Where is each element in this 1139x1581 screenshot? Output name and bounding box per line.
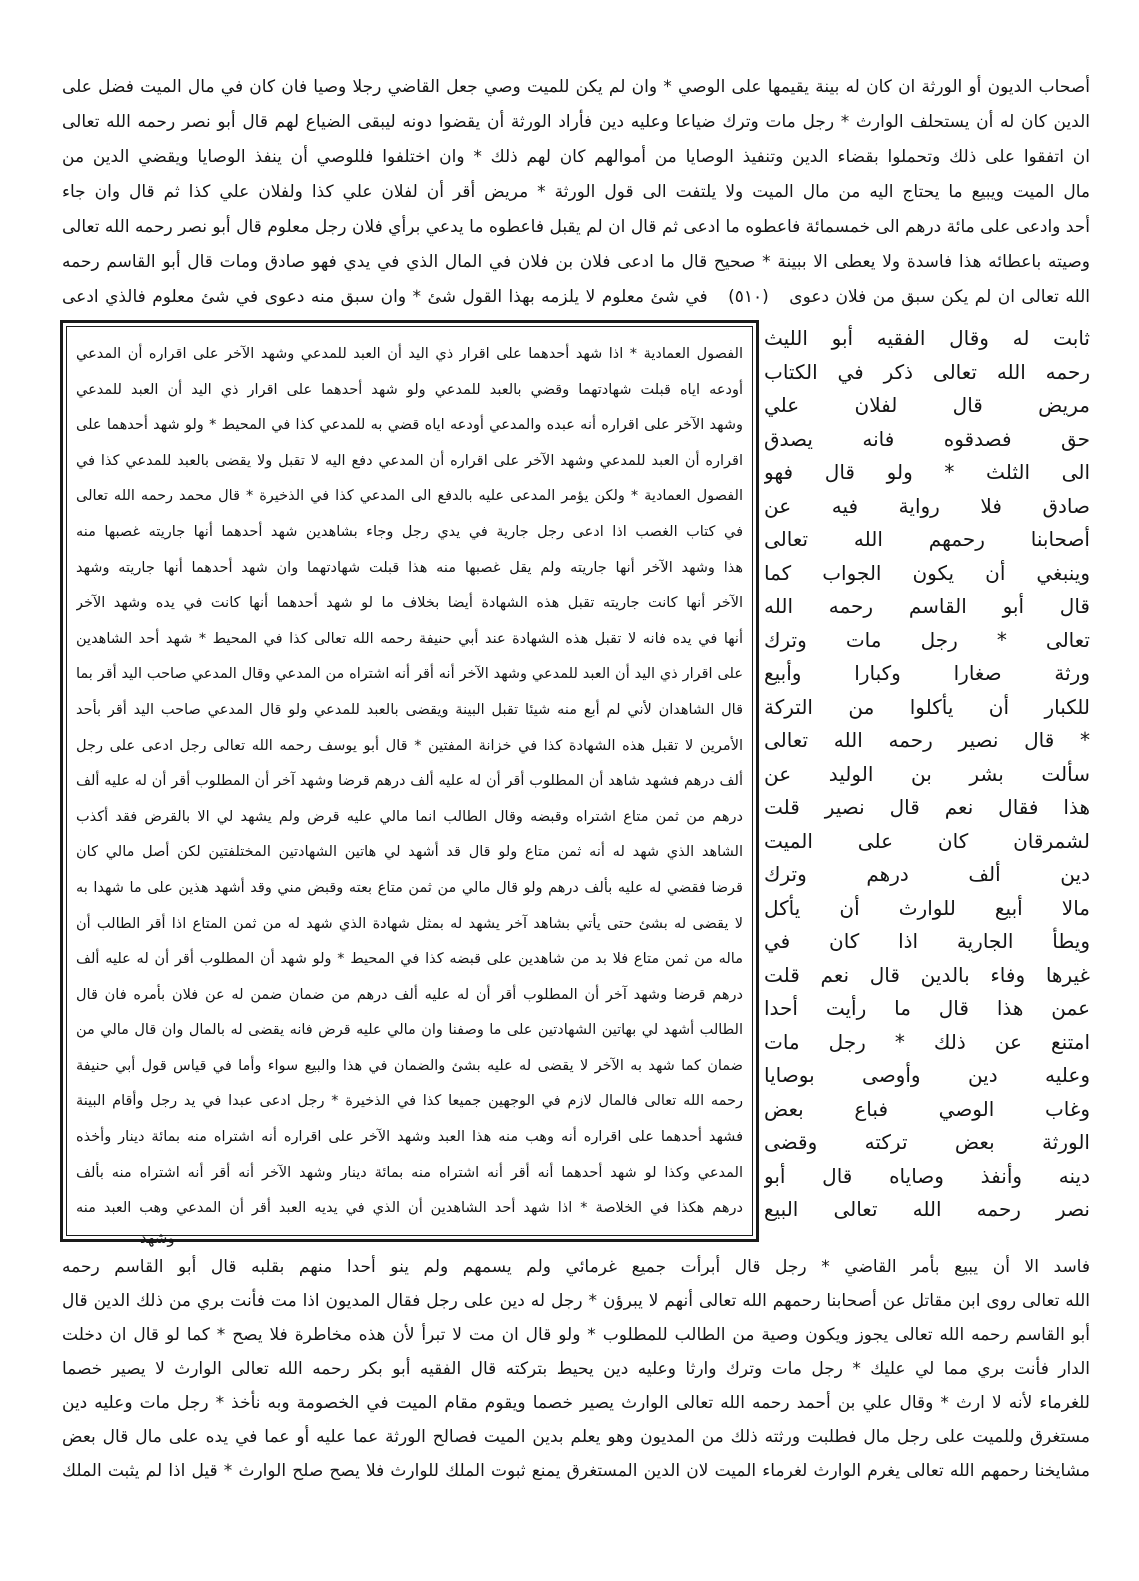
side-column-line: ويطأ الجارية اذا كان في xyxy=(764,929,1090,953)
side-column-line: دينه وأنفذ وصاياه قال أبو xyxy=(764,1163,1090,1188)
box-text-line: رحمه الله تعالى فالمال لازم في الوجهين جميعا كذا في الذخيرة * رجل ادعى عبدا في يد رجل وأقام البينة xyxy=(76,1093,743,1110)
commentary-box xyxy=(60,320,759,1242)
side-column-line: ورثة صغارا وكبارا وأبيع xyxy=(764,661,1090,685)
box-text-line: الشاهد الذي شهد له أنه ثمن متاع ولو قال قد أشهد لي هاتين الشهادتين المختلفتين لكن أصل مالي كان xyxy=(76,844,743,861)
main-text-line: وصيته باعطائه هذا فاسدة ولا يعطى الا ببينة * صحيح قال ما ادعى فلان بن فلان في المال الذي في يدي فهو صادق ومات قال أبو القاسم رحمه xyxy=(62,252,1090,272)
main-text-line: فاسد الا أن يبيع بأمر القاضي * رجل قال أبرأت جميع غرمائي ولم يسمهم ولم ينو أحدا منهم بقلبه قال أبو القاسم رحمه xyxy=(62,1257,1090,1277)
text-segment: في شئ معلوم لا يلزمه بهذا القول شئ * وان سبق منه دعوى في شئ معلوم فالذي ادعى xyxy=(62,287,708,307)
main-text-top-lines xyxy=(62,70,1090,280)
side-column-line: الورثة بعض تركته وقضى xyxy=(764,1130,1090,1154)
main-text-line: أصحاب الديون أو الورثة ان كان له بينة يقيمها على الوصي * وان لم يكن للميت وصي جعل القاضي رجلا وصيا فان كان في مال الميت فضل على xyxy=(62,77,1090,97)
box-text-line: الفصول العمادية * ولكن يؤمر المدعى عليه بالدفع الى المدعي كذا في الذخيرة * قال محمد رحمه الله تعالى xyxy=(76,488,743,505)
side-column-line: صادق فلا رواية فيه عن xyxy=(764,493,1090,518)
box-text-line: أنها في يده فانه لا تقبل هذه الشهادة عند أبي حنيفة رحمه الله تعالى كذا في المحيط * شهد أحد الشاهدين xyxy=(76,630,743,647)
box-text-line: الأمرين لا تقبل هذه الشهادة كذا في خزانة المفتين * قال أبو يوسف رحمه الله تعالى رجل ادعى على رجل xyxy=(76,737,743,754)
side-column-line: سألت بشر بن الوليد عن xyxy=(764,761,1090,786)
main-text-line: مشايخنا رحمهم الله تعالى يغرم الوارث لغرماء الميت لان الدين المستغرق يمنع ثبوت الملك للوارث فلا يصح صلح الوارث * قيل اذا لم يثبت الملك xyxy=(62,1461,1090,1481)
side-column-line: وعليه دين وأوصى بوصايا xyxy=(764,1063,1090,1087)
side-column-line: امتنع عن ذلك * رجل مات xyxy=(764,1029,1090,1054)
side-column-line: رحمه الله تعالى ذكر في الكتاب xyxy=(764,359,1090,384)
side-column-line: ثابت له وقال الفقيه أبو الليث xyxy=(764,326,1090,350)
box-text-line: قال الشاهدان لأني لم أبع منه شيئا تقبل البينة ويقضى بالعبد للمدعي ولو قال المدعي صاحب اليد أقر بأحد xyxy=(76,701,743,718)
side-column-line: وينبغي أن يكون الجواب كما xyxy=(764,560,1090,585)
box-text-line: درهم قرضا وشهد آخر أن المطلوب أقر أن له عليه ألف درهم من ضمان ضمن له عن فلان بأمره فان قال xyxy=(76,986,743,1003)
main-text-line: الدار فأنت بري مما لي عليك * رجل مات وترك وارثا وعليه دين يحيط بتركته قال الفقيه أبو بكر رحمه الله تعالى الوارث لا يصير خصما xyxy=(62,1359,1090,1379)
side-column-line: عمن هذا قال ما رأيت أحدا xyxy=(764,996,1090,1020)
box-text-line: اقراره أن العبد للمدعي وشهد الآخر على اقراره أن المدعي دفع اليه لا تقبل ولا يقضى بالعبد للمدعي كذا في xyxy=(76,452,743,469)
side-column-line: * قال نصير رحمه الله تعالى xyxy=(764,728,1090,752)
main-text-line: مستغرق وللميت على رجل مال فطلبت ورثته ذلك من المديون وهو يعلم بدين الميت فصالح الورثة عما عليه أو عما في يده على مال قال بعض xyxy=(62,1427,1090,1447)
page-number: (٥١٠) xyxy=(728,287,769,307)
side-column-line: لشمرقان كان على الميت xyxy=(764,828,1090,853)
main-text-line: الله تعالى روى ابن مقاتل عن أصحابنا رحمهم الله تعالى أنهم لا يبرؤن * رجل له دين على رجل فقال المديون اذا مت فأنت بري من ذلك الدين قال xyxy=(62,1291,1090,1311)
side-column-line: للكبار أن يأكلوا من التركة xyxy=(764,694,1090,719)
box-text-line: في كتاب الغصب اذا ادعى رجل جارية في يدي رجل وجاء بشاهدين شهد أحدهما أنها جاريته غصبها منه xyxy=(76,523,743,540)
box-text-line: ضمان كما شهد به الآخر لا يقضى له عليه بشئ والضمان في هذا والبيع سواء وأما في قياس قول أبي حنيفة xyxy=(76,1057,743,1074)
box-text-line: ماله من ثمن متاع فلا بد من شاهدين على قبضه كذا في المحيط * ولو شهد أن المطلوب أقر أن له عليه ألف xyxy=(76,951,743,968)
commentary-box-inner-frame xyxy=(66,326,753,1236)
main-text-line: الدين كان له أن يستحلف الوارث * رجل مات وترك ضياعا وعليه دين فأراد الورثة أن يقضوا دونه ليبقى الضياع لهم قال أبو نصر رحمه الله تعالى xyxy=(62,112,1090,132)
main-text-line: مال الميت ويبيع ما يحتاج اليه من مال الميت ولا يلتفت الى قول الورثة * مريض أقر أن لفلان علي كذا ولفلان علي كذا ثم قال وان جاء xyxy=(62,182,1090,202)
box-text-line: درهم هكذا في الخلاصة * اذا شهد أحد الشاهدين أن الذي في يديه العبد أقر أن المدعي وهب العبد منه xyxy=(76,1200,743,1217)
main-text-line: للغرماء لأنه لا ارث * وقال علي بن أحمد رحمه الله تعالى الوارث يصير خصما ويقوم مقام الميت في الخصومة وبه نأخذ * رجل مات وعليه دين xyxy=(62,1393,1090,1413)
box-text-line: الآخر أنها كانت جاريته تقبل هذه الشهادة أيضا بخلاف ما لو شهد أحدهما أنها كانت في يده وشهد الآخر xyxy=(76,595,743,612)
side-column-line: أصحابنا رحمهم الله تعالى xyxy=(764,527,1090,551)
box-text-line: الطالب أشهد لي بهاتين الشهادتين على ما وصفنا وان مالي عليه قرض فانه يقضى له بالمال وان قال مالي من xyxy=(76,1022,743,1039)
side-column-line: الى الثلث * ولو قال فهو xyxy=(764,460,1090,484)
side-column-line: قال أبو القاسم رحمه الله xyxy=(764,594,1090,618)
side-column xyxy=(764,322,1090,1227)
side-column-line: غيرها وفاء بالدين قال نعم قلت xyxy=(764,962,1090,987)
side-column-line: وغاب الوصي فباع بعض xyxy=(764,1096,1090,1121)
side-column-line: هذا فقال نعم قال نصير قلت xyxy=(764,795,1090,819)
box-text-line: هذا وشهد الآخر أنها جاريته ولم يقل غصبها منه هذا قبلت شهادتهما وان شهد أحدهما أنها جاريته وشهد xyxy=(76,559,743,576)
main-text-top xyxy=(62,70,1090,315)
side-column-line: حق فصدقوه فانه يصدق xyxy=(764,426,1090,451)
box-text-line: ألف درهم فشهد شاهد أن المطلوب أقر أن له عليه ألف درهم قرضا وشهد آخر أن المطلوب أقر أن له عليه ألف xyxy=(76,773,743,790)
box-text-line: الفصول العمادية * اذا شهد أحدهما على اقرار ذي اليد أن العبد للمدعي وشهد الآخر على اقراره أن المدعي xyxy=(76,346,743,362)
main-text-line: أحد وادعى على مائة درهم الى خمسمائة فاعطوه ما ادعى ثم قال ان لم يقبل فاعطوه ما يدعي برأي فلان رجل معلوم قال أبو نصر رحمه الله تعالى xyxy=(62,217,1090,237)
main-text-line-with-page-number xyxy=(62,280,1090,315)
main-text-line: أبو القاسم رحمه الله تعالى يجوز ويكون وصية من الطالب للمطلوب * ولو قال ان مت لا تبرأ لأن هذه مخاطرة فلا يصح * كما لو قال ان دخلت xyxy=(62,1325,1090,1345)
main-text-line: ان اتفقوا على ذلك وتحملوا بقضاء الدين وتنفيذ الوصايا من أموالهم كان لهم ذلك * وان اختلفوا فللوصي أن ينفذ الوصايا ويقضي الدين من xyxy=(62,147,1090,167)
main-text-bottom xyxy=(62,1250,1090,1488)
box-text-line: وشهد الآخر على اقراره أنه عبده والمدعي أودعه اياه قضي به للمدعي كذا في المحيط * ولو شهد أحدهما على xyxy=(76,417,743,434)
box-text-line: المدعي وكذا لو شهد أحدهما أنه أقر أنه اشتراه منه بمائة دينار وشهد الآخر أنه أقر أنه اشتراه منه بألف xyxy=(76,1164,743,1181)
side-column-line: تعالى * رجل مات وترك xyxy=(764,627,1090,652)
side-column-line: مريض قال لفلان علي xyxy=(764,393,1090,417)
box-text-line: على اقرار ذي اليد أن العبد للمدعي وشهد الآخر أنه أقر أنه اشتراه من المدعي وقال المدعي صاحب اليد أقر بما xyxy=(76,666,743,683)
box-catchword: وشهد xyxy=(140,1229,175,1247)
box-text-line: فشهد أحدهما على اقراره أنه وهب منه هذا العبد وشهد الآخر على اقراره أنه اشتراه منه بمائة دينار وأخذه xyxy=(76,1129,743,1146)
text-segment: الله تعالى ان لم يكن سبق من فلان دعوى xyxy=(789,287,1090,307)
side-column-line: مالا أبيع للوارث أن يأكل xyxy=(764,895,1090,920)
side-column-line: دين ألف درهم وترك xyxy=(764,862,1090,886)
box-text-line: قرضا فقضي له عليه بألف درهم ولو قال مالي من ثمن متاع بعته وقبض مني وقد أشهد هذين على ما شهدا به xyxy=(76,879,743,896)
box-text-line: أودعه اياه قبلت شهادتهما وقضي بالعبد للمدعي ولو شهد أحدهما على اقرار ذي اليد أن العبد للمدعي xyxy=(76,381,743,398)
side-column-line: نصر رحمه الله تعالى البيع xyxy=(764,1197,1090,1221)
box-text-line: لا يقضى له بشئ حتى يأتي بشاهد آخر يشهد له بمثل شهادة الذي شهد له من ثمن المتاع اذا أقر الطالب أن xyxy=(76,915,743,932)
box-text-line: درهم من ثمن متاع اشتراه وقبضه وقال الطالب انما مالي عليه قرض ولم يشهد لي الا بالقرض فقد أكذب xyxy=(76,808,743,825)
